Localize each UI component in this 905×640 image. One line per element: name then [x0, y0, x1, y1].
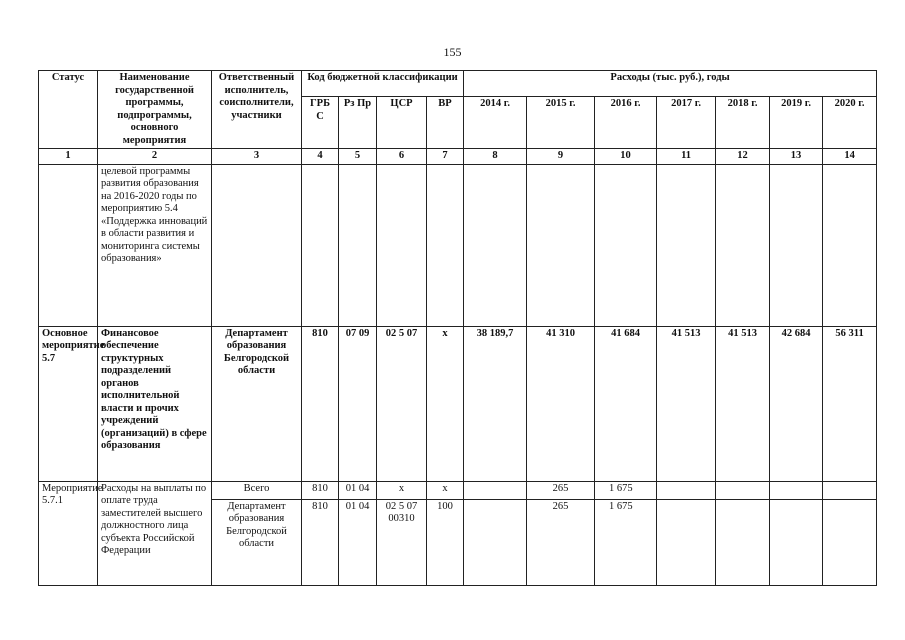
header-rzpr: Рз Пр: [339, 97, 377, 149]
header-executor: Ответственный исполнитель, соисполнители, участники: [212, 71, 302, 149]
header-csr: ЦСР: [377, 97, 427, 149]
activity-571-value-2019: [770, 481, 823, 499]
budget-table: [38, 70, 877, 586]
activity-571-grbs: 810: [302, 481, 339, 499]
activity-571-executor-total: Всего: [212, 481, 302, 499]
main-activity-executor: Департамент образования Белгородской области: [212, 326, 302, 481]
main-activity-rzpr: 07 09: [339, 326, 377, 481]
activity-571-value-2015: 265: [527, 499, 595, 585]
continuation-text: целевой программы развития образования на 2016-2020 годы по мероприятию 5.4 «Поддержка инноваций в области развития и мониторинга системы образования»: [98, 164, 212, 326]
main-activity-grbs: 810: [302, 326, 339, 481]
activity-571-rzpr: 01 04: [339, 481, 377, 499]
activity-571-value-2018: [716, 481, 770, 499]
activity-571-value-2020: [823, 481, 877, 499]
main-activity-vr: х: [427, 326, 464, 481]
continuation-row: [39, 164, 877, 326]
activity-571-csr: х: [377, 481, 427, 499]
header-vr: ВР: [427, 97, 464, 149]
column-number: 5: [339, 149, 377, 165]
header-status: Статус: [39, 71, 98, 149]
activity-571-value-2018: [716, 499, 770, 585]
activity-571-value-2020: [823, 499, 877, 585]
header-year: 2020 г.: [823, 97, 877, 149]
activity-571-csr: 02 5 07 00310: [377, 499, 427, 585]
main-activity-value-2014: 38 189,7: [464, 326, 527, 481]
main-activity-status: Основное мероприятие 5.7: [39, 326, 98, 481]
column-number: 6: [377, 149, 427, 165]
activity-571-value-2016: 1 675: [595, 499, 657, 585]
header-year: 2018 г.: [716, 97, 770, 149]
main-activity-row: [39, 326, 877, 481]
column-number: 13: [770, 149, 823, 165]
activity-571-vr: 100: [427, 499, 464, 585]
column-number: 4: [302, 149, 339, 165]
activity-571-total-row: [39, 481, 877, 499]
activity-571-executor-department: Департамент образования Белгородской области: [212, 499, 302, 585]
header-year: 2015 г.: [527, 97, 595, 149]
main-activity-name: Финансовое обеспечение структурных подразделений органов исполнительной власти и прочих учреждений (организаций) в сфере образования: [98, 326, 212, 481]
column-number: 1: [39, 149, 98, 165]
column-number: 7: [427, 149, 464, 165]
column-number: 11: [657, 149, 716, 165]
activity-571-name: Расходы на выплаты по оплате труда заместителей высшего должностного лица субъекта Российской Федерации: [98, 481, 212, 585]
activity-571-vr: х: [427, 481, 464, 499]
activity-571-value-2017: [657, 499, 716, 585]
column-number: 8: [464, 149, 527, 165]
page-number: 155: [443, 45, 462, 59]
activity-571-status: Мероприятие 5.7.1: [39, 481, 98, 585]
main-activity-csr: 02 5 07: [377, 326, 427, 481]
header-name: Наименование государственной программы, подпрограммы, основного мероприятия: [98, 71, 212, 149]
activity-571-value-2016: 1 675: [595, 481, 657, 499]
column-number-row: [39, 149, 877, 165]
header-year: 2017 г.: [657, 97, 716, 149]
header-budget-code: Код бюджетной классификации: [302, 71, 464, 97]
activity-571-value-2014: [464, 499, 527, 585]
activity-571-value-2017: [657, 481, 716, 499]
column-number: 14: [823, 149, 877, 165]
column-number: 10: [595, 149, 657, 165]
column-number: 12: [716, 149, 770, 165]
main-activity-value-2018: 41 513: [716, 326, 770, 481]
activity-571-value-2014: [464, 481, 527, 499]
column-number: 2: [98, 149, 212, 165]
main-activity-value-2020: 56 311: [823, 326, 877, 481]
header-year: 2019 г.: [770, 97, 823, 149]
activity-571-value-2019: [770, 499, 823, 585]
header-grbs: ГРБ С: [302, 97, 339, 149]
column-number: 9: [527, 149, 595, 165]
header-row-top: [39, 71, 877, 97]
main-activity-value-2017: 41 513: [657, 326, 716, 481]
header-expenses: Расходы (тыс. руб.), годы: [464, 71, 877, 97]
activity-571-grbs: 810: [302, 499, 339, 585]
header-year: 2016 г.: [595, 97, 657, 149]
main-activity-value-2016: 41 684: [595, 326, 657, 481]
main-activity-value-2019: 42 684: [770, 326, 823, 481]
column-number: 3: [212, 149, 302, 165]
activity-571-value-2015: 265: [527, 481, 595, 499]
activity-571-rzpr: 01 04: [339, 499, 377, 585]
main-activity-value-2015: 41 310: [527, 326, 595, 481]
header-year: 2014 г.: [464, 97, 527, 149]
